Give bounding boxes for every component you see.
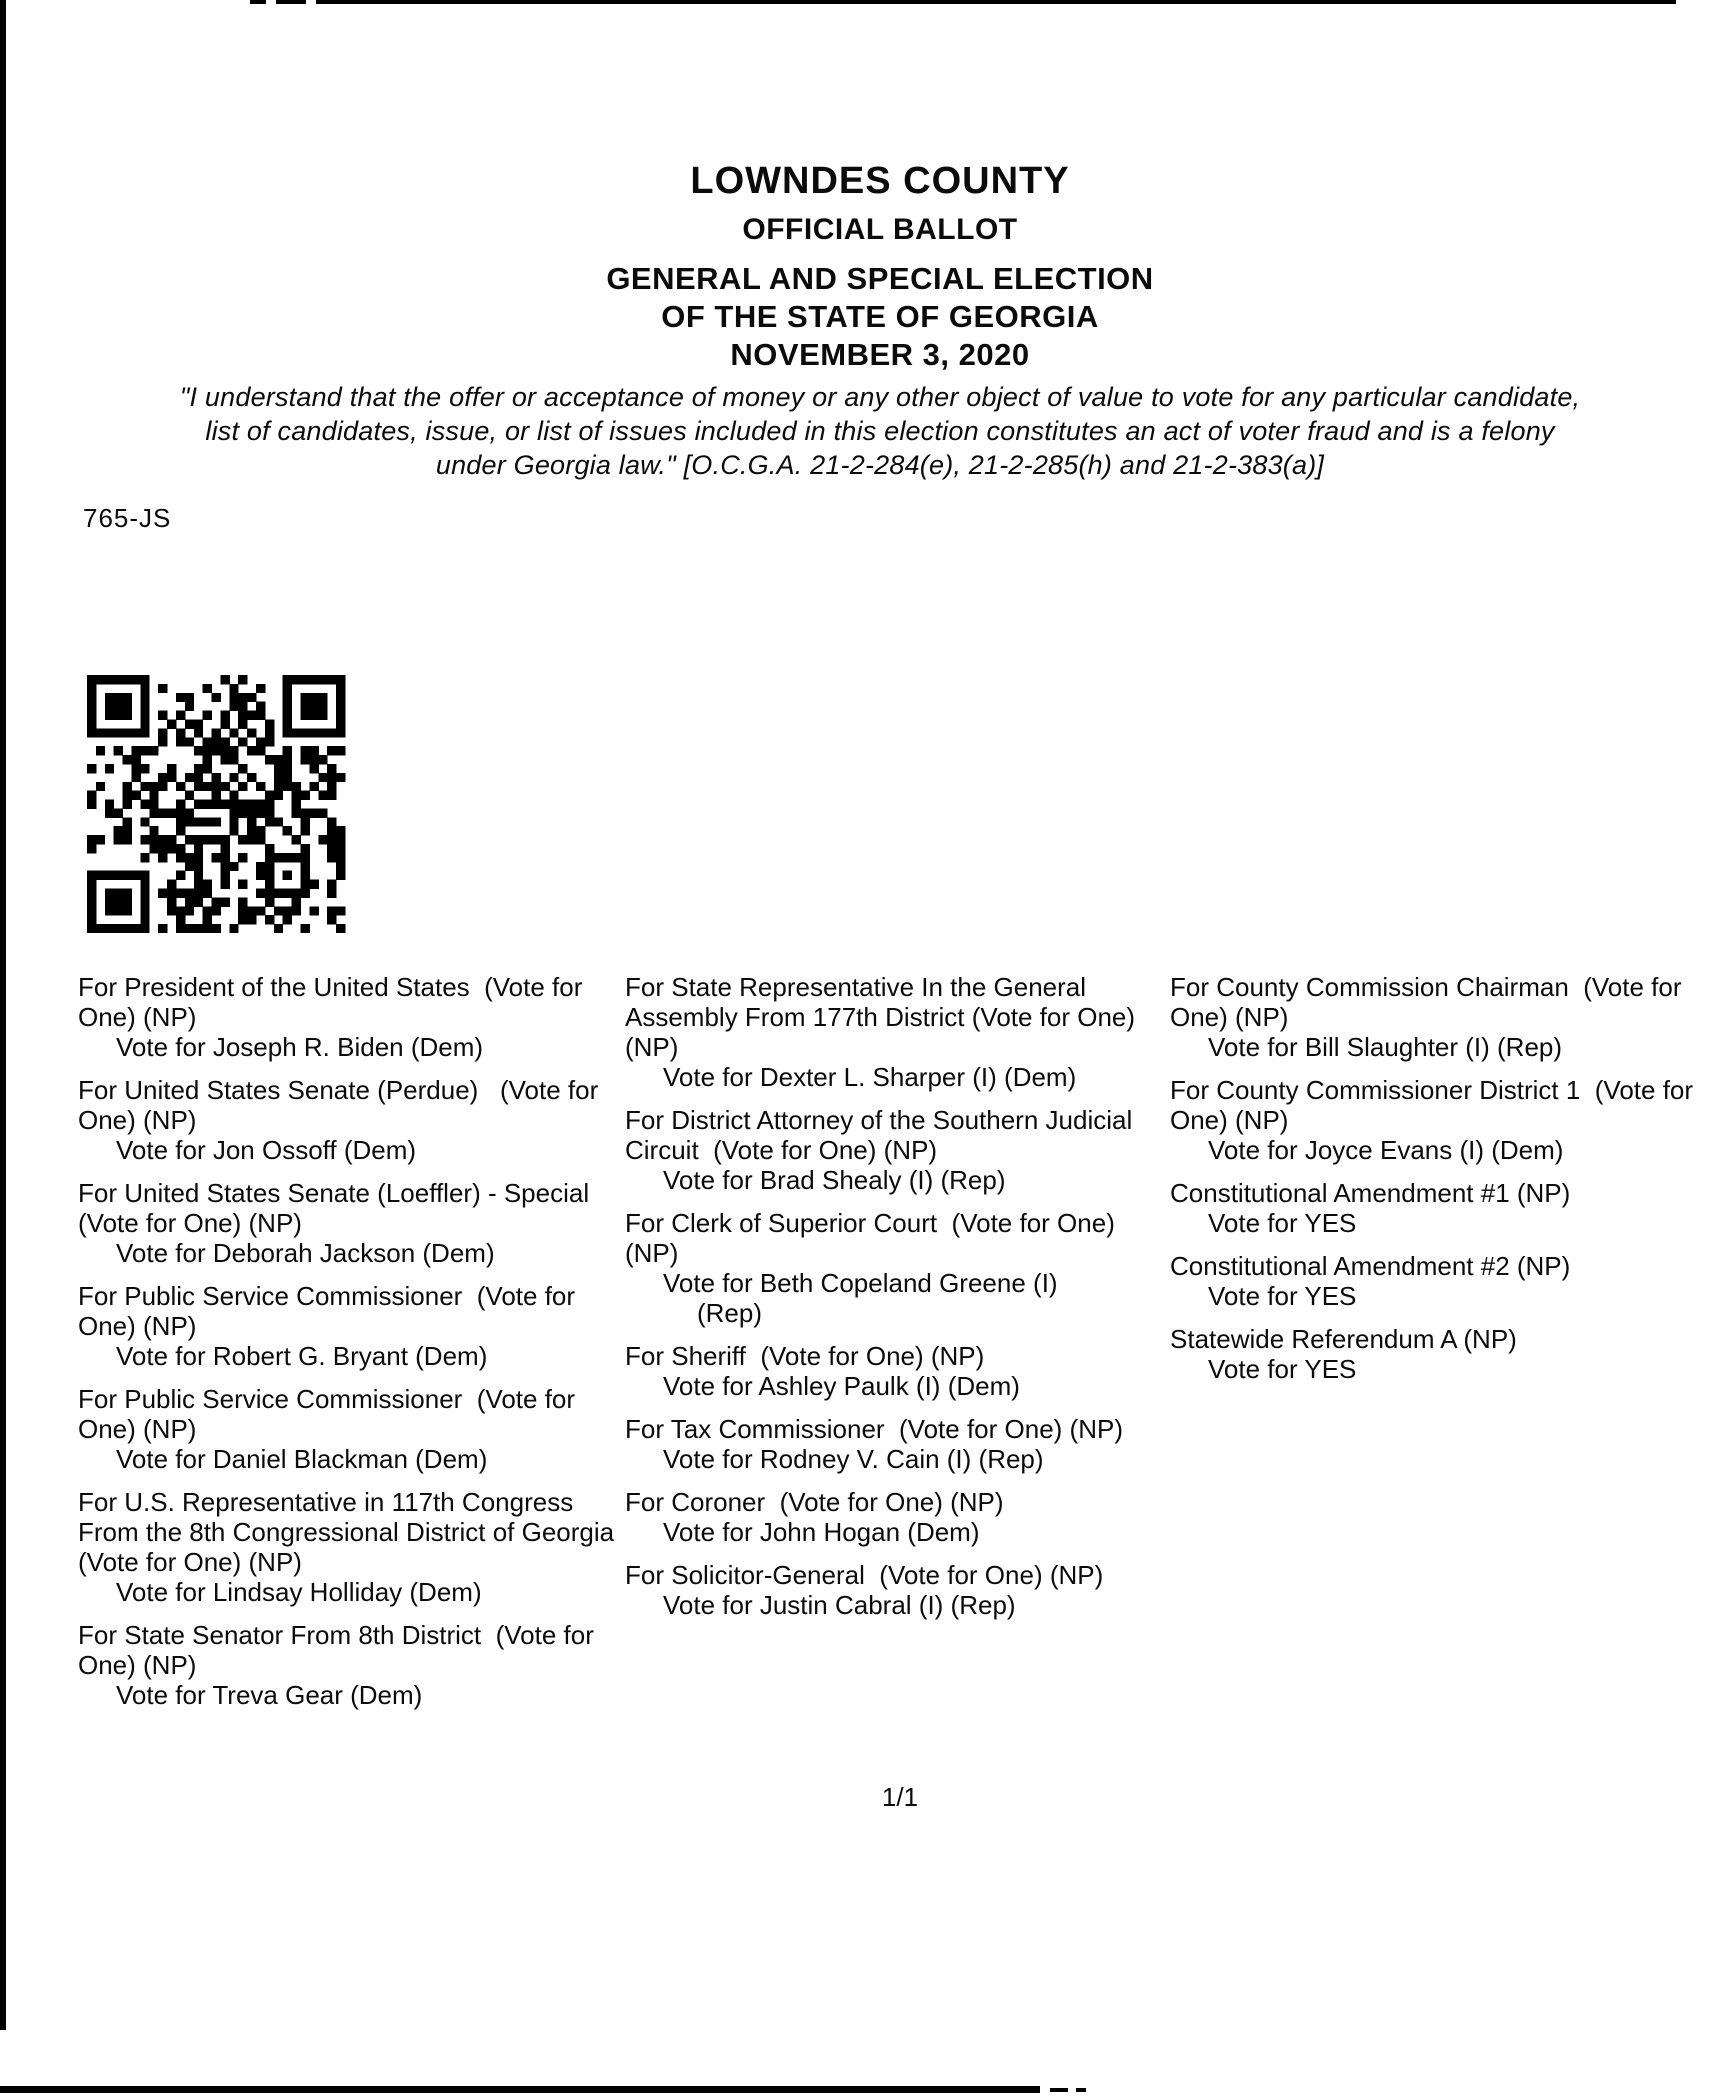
contest-amendment-2 bbox=[1170, 1251, 1728, 1311]
contest-title: For President of the United States (Vote for One) (NP) bbox=[78, 972, 590, 1032]
contest-tax-commissioner bbox=[625, 1414, 1165, 1474]
contest-selection: Vote for Brad Shealy (I) (Rep) bbox=[663, 1165, 1006, 1195]
election-date: NOVEMBER 3, 2020 bbox=[730, 337, 1030, 372]
contest-coroner bbox=[625, 1487, 1165, 1547]
contest-state-senator bbox=[78, 1620, 618, 1710]
contest-title: For Public Service Commissioner (Vote for One) (NP) bbox=[78, 1281, 583, 1341]
qr-code-icon bbox=[78, 675, 354, 933]
contest-title: For State Senator From 8th District (Vote for One) (NP) bbox=[78, 1620, 602, 1680]
official-ballot-title: OFFICIAL BALLOT bbox=[742, 213, 1018, 246]
top-edge-dash bbox=[276, 0, 306, 4]
contest-column-1 bbox=[78, 972, 622, 1723]
contest-title: For Sheriff (Vote for One) (NP) bbox=[625, 1341, 985, 1371]
contest-selection: Vote for Rodney V. Cain (I) (Rep) bbox=[663, 1444, 1044, 1474]
contest-selection: Vote for YES bbox=[1208, 1354, 1357, 1384]
contest-selection: Vote for YES bbox=[1208, 1281, 1357, 1311]
contest-title: For United States Senate (Perdue) (Vote for One) (NP) bbox=[78, 1075, 606, 1135]
contest-selection: Vote for Daniel Blackman (Dem) bbox=[116, 1444, 488, 1474]
contest-title: Constitutional Amendment #2 (NP) bbox=[1170, 1251, 1571, 1281]
contest-selection: Vote for Deborah Jackson (Dem) bbox=[116, 1238, 495, 1268]
contest-commissioner-district-1 bbox=[1170, 1075, 1728, 1165]
contest-title: For County Commission Chairman (Vote for One) (NP) bbox=[1170, 972, 1689, 1032]
contest-column-3 bbox=[1170, 972, 1728, 1397]
ballot-header bbox=[0, 158, 1728, 374]
contest-psc-1 bbox=[78, 1281, 618, 1371]
contest-amendment-1 bbox=[1170, 1178, 1728, 1238]
fraud-disclaimer-line1: "I understand that the offer or acceptance of money or any other object of value to vote for any particular candidate, bbox=[179, 382, 1581, 412]
contest-clerk-superior-court bbox=[625, 1208, 1165, 1328]
top-edge-dash bbox=[250, 0, 266, 4]
contest-sheriff bbox=[625, 1341, 1165, 1401]
contest-title: For Clerk of Superior Court (Vote for One) (NP) bbox=[625, 1208, 1123, 1268]
contest-district-attorney bbox=[625, 1105, 1165, 1195]
fraud-disclaimer bbox=[0, 380, 1728, 482]
contest-selection: Vote for Joseph R. Biden (Dem) bbox=[116, 1032, 484, 1062]
contest-selection: Vote for John Hogan (Dem) bbox=[663, 1517, 980, 1547]
ballot-style-code: 765-JS bbox=[83, 503, 172, 533]
contest-title: For Public Service Commissioner (Vote for One) (NP) bbox=[78, 1384, 583, 1444]
contest-selection: Vote for Justin Cabral (I) (Rep) bbox=[663, 1590, 1016, 1620]
contest-commission-chairman bbox=[1170, 972, 1728, 1062]
contest-us-senate-perdue bbox=[78, 1075, 618, 1165]
contest-title: Constitutional Amendment #1 (NP) bbox=[1170, 1178, 1571, 1208]
contest-title: For Coroner (Vote for One) (NP) bbox=[625, 1487, 1004, 1517]
election-name-line1: GENERAL AND SPECIAL ELECTION bbox=[606, 261, 1154, 296]
contest-selection: Vote for Robert G. Bryant (Dem) bbox=[116, 1341, 488, 1371]
contest-title: For Solicitor-General (Vote for One) (NP) bbox=[625, 1560, 1104, 1590]
page-number: 1/1 bbox=[881, 1782, 919, 1812]
contest-title: For U.S. Representative in 117th Congress From the 8th Congressional District of Georgia (Vote for One) (NP) bbox=[78, 1487, 622, 1577]
contest-psc-2 bbox=[78, 1384, 618, 1474]
contest-title: For County Commissioner District 1 (Vote for One) (NP) bbox=[1170, 1075, 1701, 1135]
county-title: LOWNDES COUNTY bbox=[690, 160, 1070, 202]
election-name-line2: OF THE STATE OF GEORGIA bbox=[661, 299, 1099, 334]
contest-title: For Tax Commissioner (Vote for One) (NP) bbox=[625, 1414, 1123, 1444]
contest-title: Statewide Referendum A (NP) bbox=[1170, 1324, 1517, 1354]
contest-selection: Vote for Beth Copeland Greene (I) (Rep) bbox=[663, 1268, 1065, 1328]
fraud-disclaimer-line3: under Georgia law." [O.C.G.A. 21-2-284(e), 21-2-285(h) and 21-2-383(a)] bbox=[435, 450, 1325, 480]
contest-selection: Vote for Bill Slaughter (I) (Rep) bbox=[1208, 1032, 1563, 1062]
contest-selection: Vote for Ashley Paulk (I) (Dem) bbox=[663, 1371, 1020, 1401]
contest-selection: Vote for Lindsay Holliday (Dem) bbox=[116, 1577, 482, 1607]
contest-solicitor-general bbox=[625, 1560, 1165, 1620]
contest-selection: Vote for Jon Ossoff (Dem) bbox=[116, 1135, 417, 1165]
contest-selection: Vote for Joyce Evans (I) (Dem) bbox=[1208, 1135, 1564, 1165]
contest-us-representative bbox=[78, 1487, 622, 1607]
bottom-edge-rule bbox=[0, 2086, 1040, 2093]
contest-us-senate-loeffler bbox=[78, 1178, 618, 1268]
contest-selection: Vote for YES bbox=[1208, 1208, 1357, 1238]
contest-column-2 bbox=[625, 972, 1165, 1633]
top-edge-rule bbox=[316, 0, 1676, 4]
bottom-edge-dash bbox=[1050, 2088, 1068, 2092]
fraud-disclaimer-line2: list of candidates, issue, or list of issues included in this election constitutes an act of voter fraud and is a felony bbox=[205, 416, 1555, 446]
contest-state-representative bbox=[625, 972, 1165, 1092]
contest-title: For United States Senate (Loeffler) - Special (Vote for One) (NP) bbox=[78, 1178, 604, 1238]
contest-title: For State Representative In the General Assembly From 177th District (Vote for One) (NP) bbox=[625, 972, 1143, 1062]
contest-title: For District Attorney of the Southern Judicial Circuit (Vote for One) (NP) bbox=[625, 1105, 1140, 1165]
bottom-edge-dash bbox=[1076, 2088, 1086, 2092]
contest-president bbox=[78, 972, 618, 1062]
contest-selection: Vote for Treva Gear (Dem) bbox=[116, 1680, 423, 1710]
contest-selection: Vote for Dexter L. Sharper (I) (Dem) bbox=[663, 1062, 1077, 1092]
contest-referendum-a bbox=[1170, 1324, 1728, 1384]
